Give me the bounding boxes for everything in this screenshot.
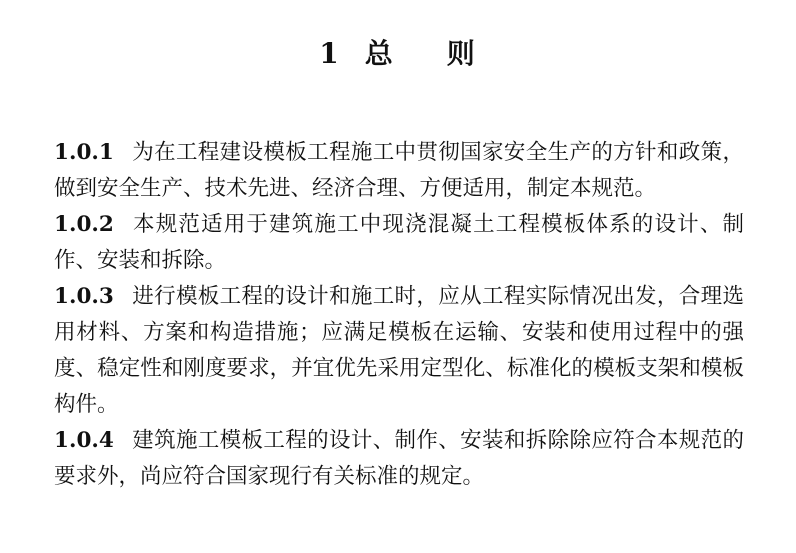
- clause-text: 本规范适用于建筑施工中现浇混凝土工程模板体系的设计、制作、安装和拆除。: [54, 212, 744, 273]
- clause-text: 为在工程建设模板工程施工中贯彻国家安全生产的方针和政策，做到安全生产、技术先进、经济合理、方便适用，制定本规范。: [54, 140, 744, 201]
- chapter-title: [0, 37, 796, 70]
- clause-paragraph: [54, 207, 744, 279]
- clause-number: 1.0.4: [54, 428, 114, 453]
- clause-paragraph: [54, 279, 744, 423]
- chapter-body: [54, 135, 744, 495]
- clause-number: 1.0.2: [54, 212, 114, 237]
- clause-text: 进行模板工程的设计和施工时，应从工程实际情况出发，合理选用材料、方案和构造措施；应满足模板在运输、安装和使用过程中的强度、稳定性和刚度要求，并宜优先采用定型化、标准化的模板支架和模板构件。: [54, 284, 744, 417]
- clause-paragraph: [54, 135, 744, 207]
- chapter-title-char-2: 则: [446, 37, 477, 70]
- clause-number: 1.0.1: [54, 140, 114, 165]
- clause-number: 1.0.3: [54, 284, 114, 309]
- chapter-title-char-1: 总: [364, 37, 395, 70]
- clause-paragraph: [54, 423, 744, 495]
- clause-text: 建筑施工模板工程的设计、制作、安装和拆除除应符合本规范的要求外，尚应符合国家现行有关标准的规定。: [54, 428, 744, 489]
- chapter-number: 1: [319, 37, 341, 70]
